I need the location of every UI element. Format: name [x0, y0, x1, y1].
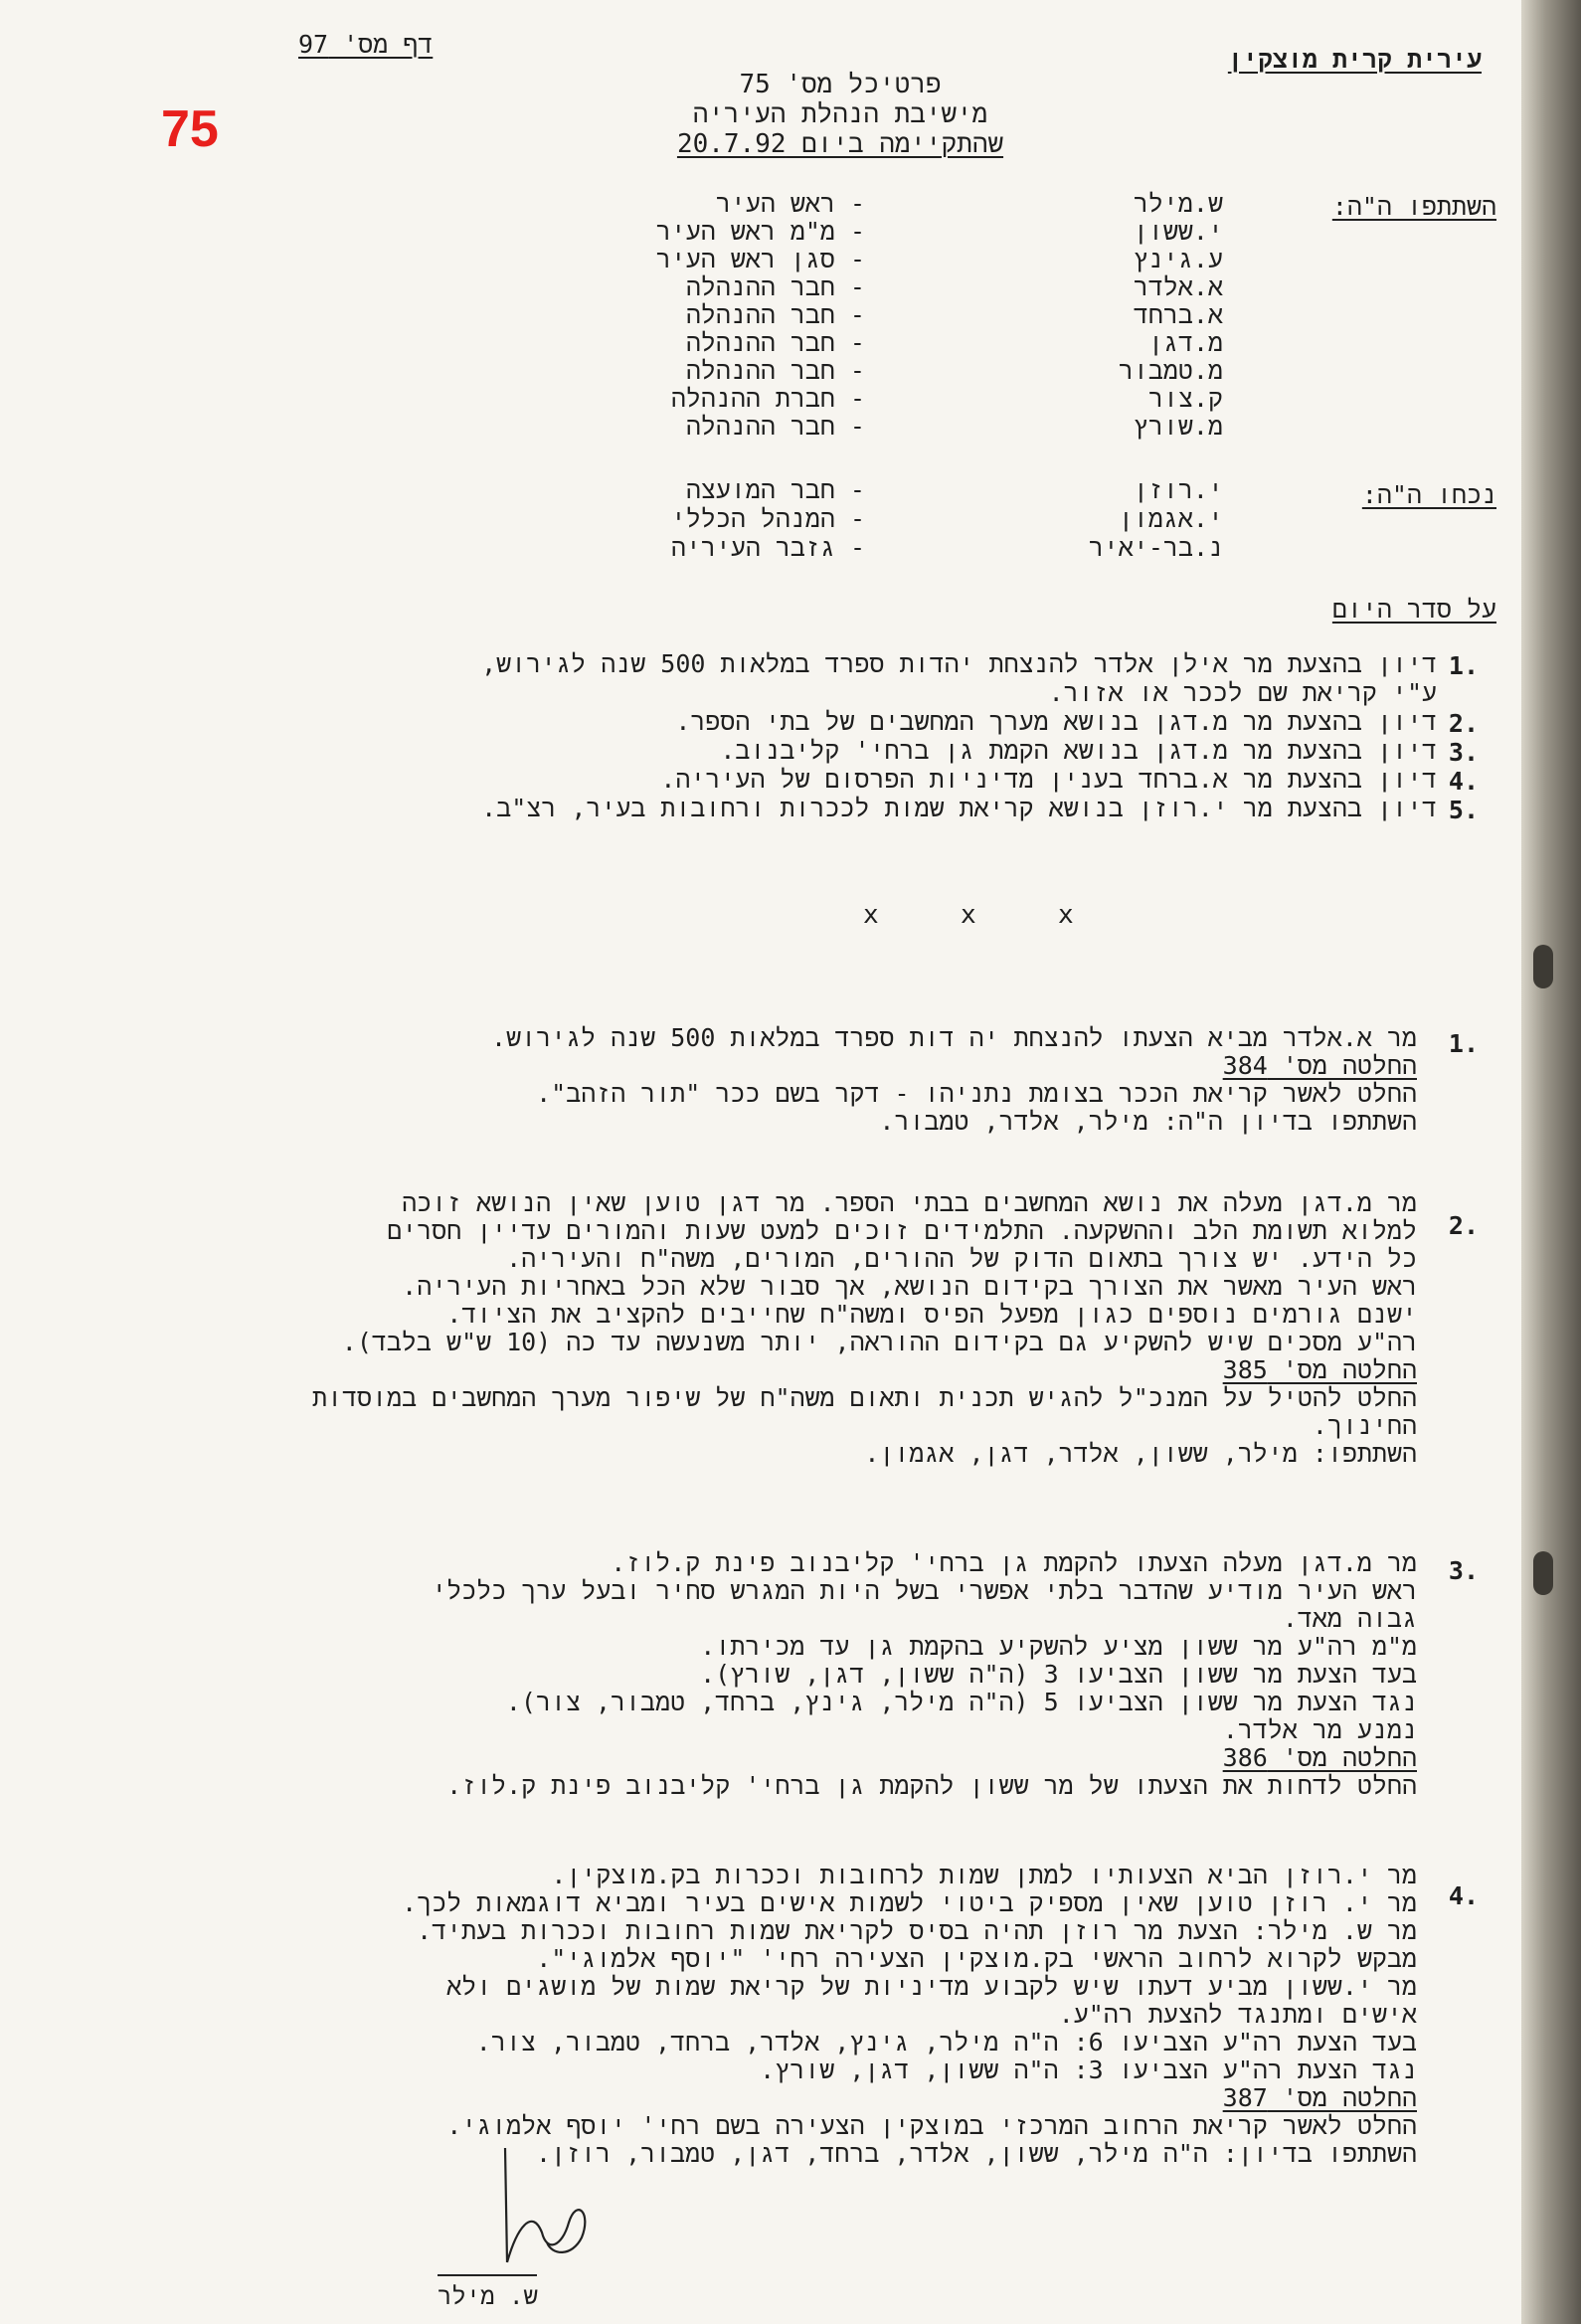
attendee-role: - סגן ראש העיר: [655, 245, 865, 273]
present-name: י.אגמון: [1118, 504, 1223, 533]
attendee-role: - חבר ההנהלה: [685, 300, 865, 329]
section-line: ישנם גורמים נוספים כגון מפעל הפיס ומשה"ח שחייבים להקציב את הציוד.: [446, 1300, 1417, 1329]
attendee-role: - חבר ההנהלה: [685, 328, 865, 357]
section-line: מבקש לקרוא לרחוב הראשי בק.מוצקין הצעירה רחי' "יוסף אלמוגי".: [536, 1944, 1417, 1973]
attendee-role: - חבר ההנהלה: [685, 412, 865, 441]
vote-against-line: נגד הצעת רה"ע הצביעו 3: ה"ה ששון, דגן, שורץ.: [760, 2056, 1417, 2084]
section-line: מר י. רוזן טוען שאין מספיק ביטוי לשמות אישים בעיר ומביא דוגמאות לכך.: [402, 1888, 1417, 1917]
protocol-title: פרטיכל מס' 75: [739, 70, 942, 99]
section-number: 4.: [1448, 1881, 1479, 1910]
attendee-role: - חבר ההנהלה: [685, 272, 865, 301]
agenda-number: 3.: [1448, 738, 1479, 767]
section-line: רה"ע מסכים שיש להשקיע גם בקידום ההוראה, יותר משנעשה עד כה (10 ש"ש בלבד).: [341, 1328, 1417, 1356]
attendee-name: א.ברחד: [1133, 300, 1223, 329]
separator-mark: x: [961, 900, 976, 930]
agenda-number: 4.: [1448, 767, 1479, 796]
attendee-row: [527, 189, 1223, 217]
agenda-item-text: דיון בהצעת מר א.ברחד בענין מדיניות הפרסום של העיריה.: [660, 765, 1437, 794]
section-line: מר מ.דגן מעלה את נושא המחשבים בבתי הספר. מר דגן טוען שאין הנושא זוכה: [402, 1188, 1417, 1217]
present-role: - גזבר העיריה: [670, 533, 865, 562]
agenda-number: 5.: [1448, 796, 1479, 824]
agenda-item-text: דיון בהצעת מר מ.דגן בנושא מערך המחשבים של בתי הספר.: [675, 707, 1437, 736]
section-number: 1.: [1448, 1029, 1479, 1058]
section-line: מר י.רוזן הביא הצעותיו למתן שמות לרחובות וככרות בק.מוצקין.: [551, 1861, 1417, 1889]
attendee-role: - חברת ההנהלה: [670, 384, 865, 413]
attendee-row: [527, 412, 1223, 440]
section-line: גבוה מאד.: [1282, 1604, 1417, 1633]
section-number: 3.: [1448, 1556, 1479, 1585]
agenda-item-text: דיון בהצעת מר מ.דגן בנושא הקמת גן ברחי' קליבנוב.: [720, 736, 1437, 765]
attendee-row: [527, 272, 1223, 300]
vote-for-line: בעד הצעת מר ששון הצביעו 3 (ה"ה ששון, דגן, שורץ).: [700, 1660, 1417, 1689]
page-marker: 75: [161, 100, 219, 158]
decision-text: החינוך.: [1312, 1411, 1417, 1440]
attendee-name: י.ששון: [1133, 217, 1223, 246]
attendee-name: מ.שורץ: [1133, 412, 1223, 441]
decision-number: החלטה מס' 387: [1222, 2083, 1417, 2112]
agenda-item-text: דיון בהצעת מר אילן אלדר להנצחת יהדות ספרד במלאות 500 שנה לגירוש,: [481, 649, 1437, 678]
present-role: - חבר המועצה: [685, 475, 865, 504]
participants-line: השתתפו בדיון ה"ה: מילר, אלדר, טמבור.: [879, 1107, 1417, 1136]
separator-mark: x: [863, 900, 879, 930]
present-name: י.רוזן: [1133, 475, 1223, 504]
attendee-name: ע.גינץ: [1133, 245, 1223, 273]
agenda-item-text: ע"י קריאת שם לככר או אזור.: [1048, 678, 1437, 707]
agenda-label: על סדר היום: [1331, 595, 1496, 624]
section-number: 2.: [1448, 1211, 1479, 1240]
section-line: למלוא תשומת הלב וההשקעה. התלמידים זוכים למעט שעות והמורים עדיין חסרים: [387, 1216, 1417, 1245]
municipality-name: עירית קרית מוצקין: [1227, 45, 1482, 74]
present-row: [527, 504, 1223, 532]
vote-for-line: בעד הצעת רה"ע הצביעו 6: ה"ה מילר, גינץ, אלדר, ברחד, טמבור, צור.: [475, 2028, 1417, 2056]
section-4: [402, 1862, 1417, 2168]
attendee-row: [527, 300, 1223, 328]
signature-name: ש. מילר: [438, 2282, 538, 2310]
attendee-role: - מ"מ ראש העיר: [655, 217, 865, 246]
decision-number: החלטה מס' 386: [1222, 1743, 1417, 1772]
decision-text: החלט לאשר קריאת הככר בצומת נתניהו - דקר בשם ככר "תור הזהב".: [536, 1079, 1417, 1108]
agenda-number: 1.: [1448, 651, 1479, 680]
attendee-name: מ.דגן: [1147, 328, 1223, 357]
attendee-row: [527, 356, 1223, 384]
section-2: [312, 1189, 1417, 1468]
present-name: נ.בר-יאיר: [1088, 533, 1223, 562]
attendee-name: מ.טמבור: [1118, 356, 1223, 385]
attendee-row: [527, 384, 1223, 412]
attendee-row: [527, 217, 1223, 245]
section-3: [432, 1549, 1417, 1800]
binder-hole: [1533, 1551, 1553, 1595]
section-line: ראש העיר מאשר את הצורך בקידום הנושא, אך סבור שלא הכל באחריות העיריה.: [402, 1272, 1417, 1301]
decision-number: החלטה מס' 384: [1222, 1051, 1417, 1080]
binder-spine: [1521, 0, 1581, 2324]
section-line: כל הידע. יש צורך בתאום הדוק של ההורים, המורים, משה"ח והעיריה.: [506, 1244, 1417, 1273]
abstain-line: נמנע מר אלדר.: [1222, 1715, 1417, 1744]
section-line: ראש העיר מודיע שהדבר בלתי אפשרי בשל היות המגרש סחיר ובעל ערך כלכלי: [432, 1576, 1417, 1605]
binder-hole: [1533, 945, 1553, 988]
vote-against-line: נגד הצעת מר ששון הצביעו 5 (ה"ה מילר, גינץ, ברחד, טמבור, צור).: [505, 1688, 1417, 1716]
present-role: - המנהל הכללי: [670, 504, 865, 533]
decision-text: החלט לאשר קריאת הרחוב המרכזי במוצקין הצעירה בשם רחי' יוסף אלמוגי.: [446, 2111, 1417, 2140]
section-line: מר י.ששון מביע דעתו שיש לקבוע מדיניות של קריאת שמות של מושגים ולא: [446, 1972, 1417, 2001]
present-row: [527, 533, 1223, 561]
attendee-name: א.אלדר: [1133, 272, 1223, 301]
attendee-row: [527, 328, 1223, 356]
attendee-name: ק.צור: [1147, 384, 1223, 413]
attendee-name: ש.מילר: [1133, 189, 1223, 218]
decision-text: החלט לדחות את הצעתו של מר ששון להקמת גן ברחי' קליבנוב פינת ק.לוז.: [446, 1771, 1417, 1800]
section-line: מ"מ רה"ע מר ששון מציע להשקיע בהקמת גן עד מכירתו.: [700, 1632, 1417, 1661]
section-line: מר מ.דגן מעלה הצעתו להקמת גן ברחי' קליבנוב פינת ק.לוז.: [611, 1548, 1417, 1577]
participants-line: השתתפו בדיון: ה"ה מילר, ששון, אלדר, ברחד, דגן, טמבור, רוזן.: [535, 2139, 1417, 2168]
section-line: מר ש. מילר: הצעת מר רוזן תהיה בסיס לקריאת שמות רחובות וככרות בעתיד.: [417, 1916, 1417, 1945]
present-row: [527, 475, 1223, 503]
separator-mark: x: [1058, 900, 1074, 930]
agenda-number: 2.: [1448, 709, 1479, 738]
attended-label: השתתפו ה"ה:: [1331, 192, 1496, 221]
participants-line: השתתפו: מילר, ששון, אלדר, דגן, אגמון.: [864, 1439, 1417, 1468]
section-line: מר א.אלדר מביא הצעתו להנצחת יה דות ספרד במלאות 500 שנה לגירוש.: [491, 1023, 1417, 1052]
agenda-item-text: דיון בהצעת מר י.רוזן בנושא קריאת שמות לככרות ורחובות בעיר, רצ"ב.: [481, 794, 1437, 822]
attendee-role: - ראש העיר: [715, 189, 865, 218]
section-line: אישים ומתנגד להצעת רה"ע.: [1058, 2000, 1417, 2029]
meeting-title: מישיבת הנהלת העיריה: [692, 99, 988, 129]
section-1: [491, 1024, 1417, 1136]
signature-scribble: [477, 2138, 616, 2277]
present-label: נכחו ה"ה:: [1361, 480, 1496, 509]
attendee-role: - חבר ההנהלה: [685, 356, 865, 385]
page-number: דף מס' 97: [298, 30, 434, 59]
decision-number: החלטה מס' 385: [1222, 1355, 1417, 1384]
attendee-row: [527, 245, 1223, 272]
signature-line: [438, 2274, 537, 2276]
decision-text: החלט להטיל על המנכ"ל להגיש תכנית ותאום משה"ח של שיפור מערך המחשבים במוסדות: [312, 1383, 1417, 1412]
meeting-date: שהתקיימה ביום 20.7.92: [676, 129, 1004, 159]
